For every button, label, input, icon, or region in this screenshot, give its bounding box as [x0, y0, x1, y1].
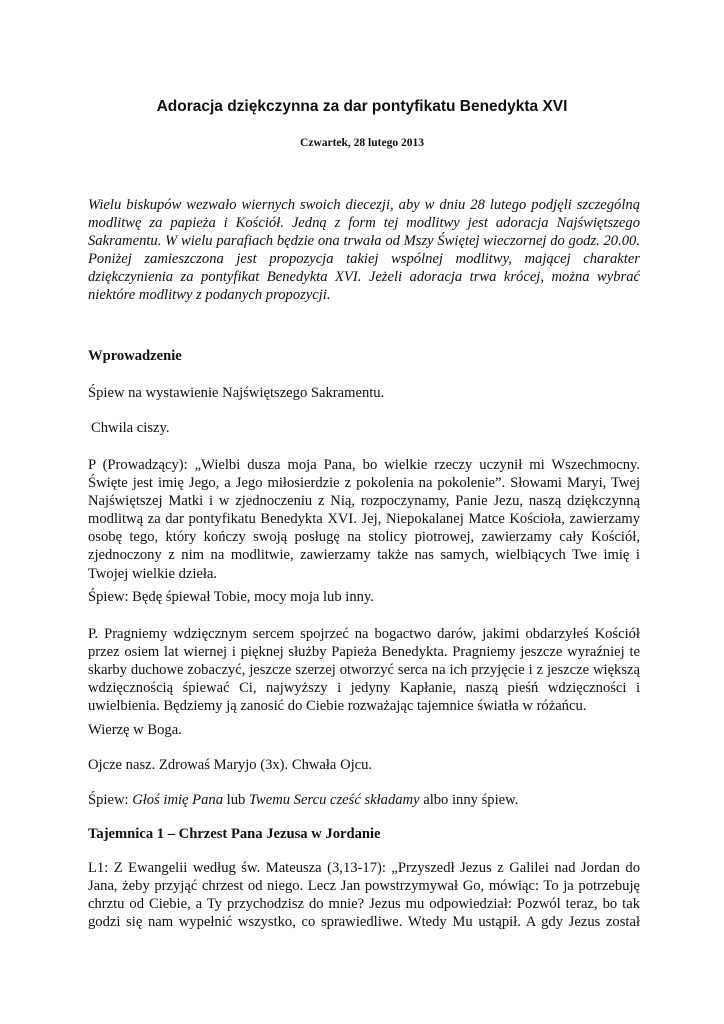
intro-line: Wielu biskupów wezwało wiernych swoich diecezji, aby w dniu 28 lutego podjęli szczególną — [88, 197, 640, 213]
paragraph-spiew-glos — [88, 791, 640, 809]
paragraph-line: Najświętszej Matki i w zjednoczeniu z Nią, rozpoczynamy, Panie Jezu, naszą dziękczynną — [88, 493, 640, 510]
spiew-prefix: Śpiew: — [88, 792, 133, 808]
paragraph-line: osobę tego, który kończy swoją posługę na stolicy piotrowej, zawierzamy cały Kościół, — [88, 529, 640, 546]
paragraph-spiew-wystawienie: Śpiew na wystawienie Najświętszego Sakramentu. — [88, 385, 385, 401]
paragraph-wierze: Wierzę w Boga. — [88, 722, 182, 738]
paragraph-l1 — [88, 859, 640, 931]
paragraph-line: Jana, żeby przyjąć chrzest od niego. Lecz Jan powstrzymywał Go, mówiąc: To ja potrzebuję — [88, 878, 640, 895]
document-date: Czwartek, 28 lutego 2013 — [300, 137, 424, 149]
paragraph-line: godzi się nam wypełnić wszystko, co sprawiedliwe. Wtedy Mu ustąpił. A gdy Jezus został — [88, 914, 640, 931]
intro-paragraph — [88, 196, 640, 305]
paragraph-chwila-ciszy: Chwila ciszy. — [91, 420, 170, 436]
paragraph-line: przez osiem lat wiernej i pięknej służby Papieża Benedykta. Pragniemy jeszcze wyraźniej te — [88, 644, 640, 661]
paragraph-line: modlitwą za dar pontyfikatu Benedykta XVI. Jej, Niepokalanej Matce Kościoła, zawierzamy — [88, 511, 640, 528]
paragraph-spiew-bede: Śpiew: Będę śpiewał Tobie, mocy moja lub inny. — [88, 589, 374, 605]
heading-wprowadzenie: Wprowadzenie — [88, 348, 182, 364]
paragraph-line: skarby duchowe zobaczyć, jeszcze szerzej otworzyć serca na ich przyjęcie i z jeszcze większą — [88, 662, 640, 679]
paragraph-line: P (Prowadzący): „Wielbi dusza moja Pana, bo wielkie rzeczy uczynił mi Wszechmocny. — [88, 457, 640, 473]
paragraph-ojcze: Ojcze nasz. Zdrowaś Maryjo (3x). Chwała Ojcu. — [88, 757, 373, 773]
heading-tajemnica-1: Tajemnica 1 – Chrzest Pana Jezusa w Jordanie — [88, 826, 381, 842]
paragraph-line: zjednoczony z nim na modlitwie, zawierzamy także nas samych, wielbiących Twe imię i — [88, 547, 640, 564]
intro-line: Poniżej zamieszczona jest propozycja takiej wspólnej modlitwy, mającej charakter — [88, 251, 640, 268]
paragraph-line: Twojej wielkie dzieła. — [88, 565, 218, 582]
intro-line: Sakramentu. W wielu parafiach będzie ona trwała od Mszy Świętej wieczornej do godz. 20.00. — [88, 233, 640, 250]
spiew-middle: lub — [223, 792, 249, 808]
document-title: Adoracja dziękczynna za dar pontyfikatu Benedykta XVI — [156, 98, 568, 115]
paragraph-line: Święte jest imię Jego, a Jego miłosierdzie z pokolenia na pokolenie”. Słowami Maryi, Twej — [88, 475, 640, 492]
intro-line: niektóre modlitwy z podanych propozycji. — [88, 287, 331, 304]
paragraph-line: P. Pragniemy wdzięcznym sercem spojrzeć na bogactwo darów, jakimi obdarzyłeś Kościół — [88, 626, 640, 642]
intro-line: dziękczynienia za pontyfikat Benedykta XVI. Jeżeli adoracja trwa krócej, można wybrać — [88, 269, 640, 286]
paragraph-line: chrztu od Ciebie, a Ty przychodzisz do mnie? Jezus mu odpowiedział: Pozwól teraz, bo tak — [88, 896, 640, 913]
spiew-suffix: albo inny śpiew. — [419, 792, 519, 808]
paragraph-line: L1: Z Ewangelii według św. Mateusza (3,13-17): „Przyszedł Jezus z Galilei nad Jordan do — [88, 860, 640, 876]
paragraph-prowadzacy — [88, 456, 640, 583]
song-title-glos: Głoś imię Pana — [132, 792, 223, 808]
intro-line: modlitwę za papieża i Kościół. Jedną z form tej modlitwy jest adoracja Najświętszego — [88, 215, 640, 232]
song-title-twemu: Twemu Sercu cześć składamy — [248, 792, 420, 808]
paragraph-line: wdzięcznością śpiewać Ci, najwyższy i jedyny Kapłanie, naszą pieśń wdzięczności i — [88, 680, 640, 697]
paragraph-pragniemy — [88, 625, 640, 715]
paragraph-line: uwielbienia. Będziemy ją zanosić do Ciebie rozważając tajemnice światła w różańcu. — [88, 698, 587, 715]
